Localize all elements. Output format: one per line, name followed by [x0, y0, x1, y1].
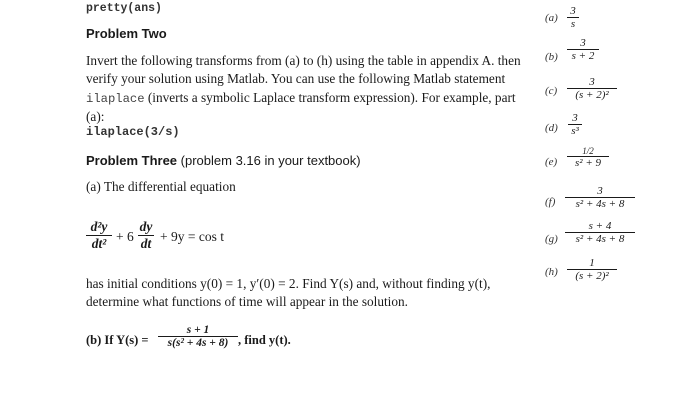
differential-equation — [86, 219, 286, 259]
transform-numerator: 3 — [572, 112, 578, 124]
transform-numerator: 3 — [580, 37, 586, 49]
transform-denominator: s² + 9 — [574, 157, 601, 169]
plus-six: + 6 — [116, 229, 134, 244]
transform-denominator: s — [570, 18, 576, 30]
transform-numerator: 3 — [589, 76, 595, 88]
transform-denominator: (s + 2)² — [575, 270, 609, 282]
initial-conditions-line-2: determine what functions of time will appear in the solution. — [86, 293, 409, 309]
transform-label: (h) — [545, 266, 558, 278]
problem-three-heading: Problem Three — [86, 153, 178, 168]
part-b-lhs: (b) If Y(s) = — [86, 333, 149, 347]
problem-two-text-1: Invert the following transforms from (a) to (h) using the table in appendix A. then verify your solution using Matlab. You can use the following Matlab statement — [86, 53, 521, 87]
transform-numerator: 3 — [570, 5, 576, 17]
first-derivative-fraction — [138, 219, 154, 252]
transform-numerator: s + 4 — [588, 220, 612, 232]
transform-e — [567, 146, 609, 169]
fraction-numerator: dy — [139, 219, 153, 234]
problem-three-reference: (problem 3.16 in your textbook) — [180, 153, 361, 168]
initial-conditions-text — [86, 275, 536, 310]
transform-label: (g) — [545, 233, 558, 245]
part-a-label: (a) The differential equation — [86, 179, 236, 194]
ilaplace-command: ilaplace — [86, 91, 145, 106]
output-label: pretty(ans) — [86, 2, 162, 15]
transform-label: (a) — [545, 12, 558, 24]
fraction-denominator: dt² — [91, 236, 107, 251]
transform-denominator: s³ — [571, 125, 579, 137]
transform-denominator: (s + 2)² — [575, 89, 609, 101]
transform-label: (f) — [545, 196, 556, 208]
problem-two-title: Problem Two — [86, 26, 167, 41]
second-derivative-fraction — [86, 219, 112, 252]
transform-h — [567, 257, 617, 282]
transform-numerator: 1/2 — [582, 146, 594, 156]
transform-denominator: s² + 4s + 8 — [575, 233, 625, 245]
transform-denominator: s + 2 — [571, 50, 595, 62]
transform-f — [565, 185, 635, 210]
transform-label: (b) — [545, 51, 558, 63]
fraction-numerator: d²y — [90, 219, 108, 234]
initial-conditions-line-1: has initial conditions y(0) = 1, y′(0) = 2. Find Y(s) and, without finding y(t), — [86, 276, 491, 291]
transform-c — [567, 76, 617, 101]
transform-numerator: 3 — [597, 185, 603, 197]
fraction-numerator: s + 1 — [186, 324, 210, 336]
transform-a — [567, 5, 579, 30]
transform-label: (e) — [545, 156, 558, 168]
transform-d — [568, 112, 582, 137]
transform-label: (c) — [545, 85, 558, 97]
transform-b — [567, 37, 599, 62]
part-b — [86, 324, 306, 360]
transform-label: (d) — [545, 122, 558, 134]
problem-two-body — [86, 52, 531, 127]
part-b-rhs: , find y(t). — [238, 333, 291, 347]
transform-numerator: 1 — [589, 257, 595, 269]
code-example: ilaplace(3/s) — [86, 125, 180, 139]
transform-denominator: s² + 4s + 8 — [575, 198, 625, 210]
transform-g — [565, 220, 635, 245]
problem-two-text-2: (inverts a symbolic Laplace transform expression). For example, part (a): — [86, 89, 516, 125]
part-b-fraction — [158, 324, 238, 349]
problem-three-title — [86, 153, 361, 168]
fraction-denominator: dt — [140, 236, 152, 251]
fraction-denominator: s(s² + 4s + 8) — [167, 337, 229, 349]
equation-rhs: + 9y = cos t — [160, 229, 224, 244]
